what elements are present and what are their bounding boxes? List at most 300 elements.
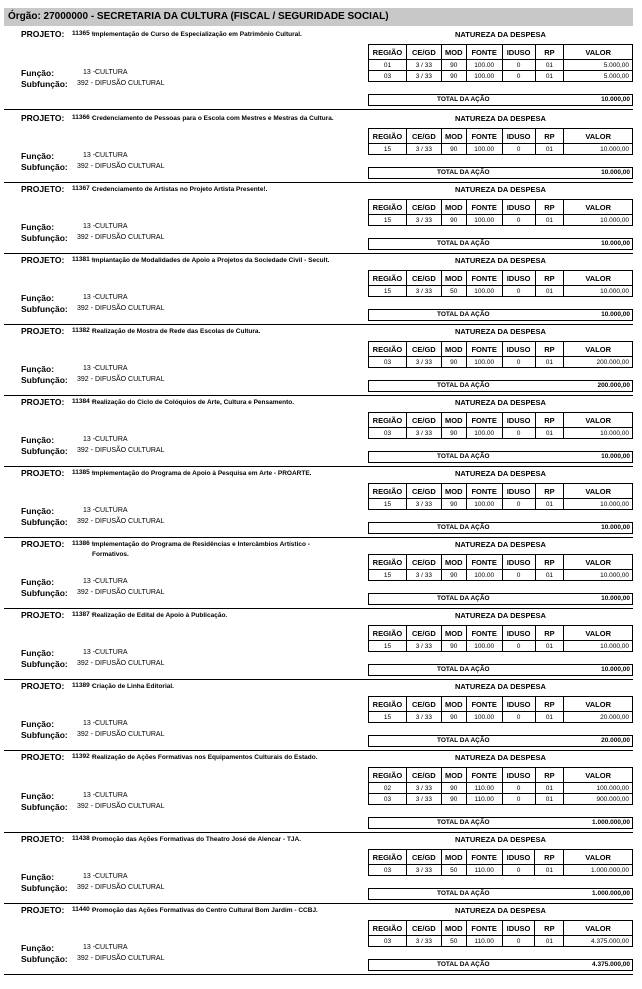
funcao-label: Função: [21, 151, 55, 161]
table-header-row [369, 271, 633, 286]
project-block [4, 467, 633, 538]
total-value: 10.000,00 [601, 453, 630, 460]
table-row [369, 357, 633, 368]
subfuncao-text: DIFUSÃO CULTURAL [95, 163, 165, 170]
column-header: VALOR [564, 342, 633, 357]
funcao-text: CULTURA [95, 649, 128, 656]
column-header: REGIÃO [369, 484, 407, 499]
despesa-table [368, 696, 633, 723]
project-block [4, 680, 633, 751]
column-header: RP [535, 850, 564, 865]
total-value: 4.375.000,00 [592, 961, 630, 968]
table-cell: 0 [502, 794, 535, 805]
table-cell: 15 [369, 144, 407, 155]
projeto-title: Promoção das Ações Formativas do Centro Cultural Bom Jardim - CCBJ. [92, 907, 318, 914]
table-cell: 100.00 [466, 499, 502, 510]
total-row [368, 735, 633, 747]
projeto-title: Implementação de Curso de Especialização em Patrimônio Cultural. [92, 31, 302, 38]
total-label: TOTAL DA AÇÃO [437, 524, 490, 531]
total-value: 10.000,00 [601, 595, 630, 602]
projeto-label: PROJETO: [21, 834, 65, 844]
total-label: TOTAL DA AÇÃO [437, 595, 490, 602]
table-cell: 01 [535, 712, 564, 723]
column-header: MOD [441, 484, 466, 499]
table-cell: 01 [535, 641, 564, 652]
column-header: RP [535, 271, 564, 286]
funcao-text: CULTURA [95, 578, 128, 585]
table-cell: 3 / 33 [406, 60, 441, 71]
subfuncao-code: 392 - [77, 80, 93, 87]
table-cell: 03 [369, 865, 407, 876]
table-cell: 0 [502, 936, 535, 947]
table-cell: 50 [441, 865, 466, 876]
subfuncao-label: Subfunção: [21, 954, 68, 964]
projeto-label: PROJETO: [21, 681, 65, 691]
table-cell: 90 [441, 71, 466, 82]
project-block [4, 833, 633, 904]
table-row [369, 865, 633, 876]
natureza-header: NATUREZA DA DESPESA [455, 682, 546, 691]
total-value: 200.000,00 [597, 382, 630, 389]
funcao-code: 13 - [83, 294, 96, 301]
projeto-title: Criação de Linha Editorial. [92, 683, 174, 690]
column-header: REGIÃO [369, 850, 407, 865]
projeto-label: PROJETO: [21, 184, 65, 194]
total-row [368, 309, 633, 321]
funcao-label: Função: [21, 648, 55, 658]
projeto-code: 11381 - [72, 256, 94, 263]
project-block [4, 904, 633, 975]
table-header-row [369, 200, 633, 215]
project-block [4, 254, 633, 325]
projeto-code: 11438 - [72, 835, 94, 842]
column-header: MOD [441, 697, 466, 712]
projeto-code: 11384 - [72, 398, 94, 405]
projeto-code: 11392 - [72, 753, 94, 760]
funcao-label: Função: [21, 577, 55, 587]
projeto-code: 11382 - [72, 327, 94, 334]
table-header-row [369, 850, 633, 865]
subfuncao-label: Subfunção: [21, 304, 68, 314]
table-cell: 5.000,00 [564, 71, 633, 82]
column-header: CE/GD [406, 921, 441, 936]
natureza-header: NATUREZA DA DESPESA [455, 398, 546, 407]
table-cell: 100.000,00 [564, 783, 633, 794]
table-cell: 50 [441, 286, 466, 297]
column-header: MOD [441, 271, 466, 286]
projeto-title: Credenciamento de Pessoas para o Escola com Mestres e Mestras da Cultura. [92, 115, 334, 122]
column-header: MOD [441, 45, 466, 60]
table-row [369, 144, 633, 155]
projeto-label: PROJETO: [21, 397, 65, 407]
natureza-header: NATUREZA DA DESPESA [455, 753, 546, 762]
table-cell: 01 [535, 144, 564, 155]
projeto-label: PROJETO: [21, 905, 65, 915]
projeto-code: 11440 - [72, 906, 94, 913]
column-header: REGIÃO [369, 200, 407, 215]
table-row [369, 783, 633, 794]
funcao-code: 13 - [83, 792, 96, 799]
table-header-row [369, 555, 633, 570]
column-header: REGIÃO [369, 271, 407, 286]
table-header-row [369, 626, 633, 641]
funcao-label: Função: [21, 791, 55, 801]
table-header-row [369, 484, 633, 499]
column-header: FONTE [466, 271, 502, 286]
column-header: VALOR [564, 484, 633, 499]
table-cell: 3 / 33 [406, 428, 441, 439]
funcao-code: 13 - [83, 69, 96, 76]
funcao-code: 13 - [83, 223, 96, 230]
table-cell: 0 [502, 357, 535, 368]
funcao-text: CULTURA [95, 720, 128, 727]
table-header-row [369, 45, 633, 60]
project-block [4, 396, 633, 467]
table-cell: 50 [441, 936, 466, 947]
funcao-label: Função: [21, 364, 55, 374]
column-header: IDUSO [502, 45, 535, 60]
table-cell: 3 / 33 [406, 712, 441, 723]
projeto-title: Realização de Mostra de Rede das Escolas de Cultura. [92, 328, 261, 335]
subfuncao-label: Subfunção: [21, 233, 68, 243]
table-cell: 0 [502, 641, 535, 652]
table-cell: 110.00 [466, 794, 502, 805]
table-row [369, 499, 633, 510]
column-header: RP [535, 484, 564, 499]
column-header: FONTE [466, 850, 502, 865]
subfuncao-code: 392 - [77, 234, 93, 241]
column-header: CE/GD [406, 768, 441, 783]
table-header-row [369, 768, 633, 783]
total-row [368, 451, 633, 463]
table-cell: 3 / 33 [406, 936, 441, 947]
natureza-header: NATUREZA DA DESPESA [455, 185, 546, 194]
table-cell: 3 / 33 [406, 286, 441, 297]
table-cell: 10.000,00 [564, 499, 633, 510]
column-header: RP [535, 768, 564, 783]
subfuncao-code: 392 - [77, 803, 93, 810]
table-cell: 5.000,00 [564, 60, 633, 71]
despesa-table [368, 199, 633, 226]
table-cell: 01 [535, 783, 564, 794]
table-cell: 10.000,00 [564, 144, 633, 155]
funcao-label: Função: [21, 943, 55, 953]
column-header: IDUSO [502, 850, 535, 865]
projeto-title: Realização do Ciclo de Colóquios de Arte, Cultura e Pensamento. [92, 399, 295, 406]
table-cell: 3 / 33 [406, 570, 441, 581]
table-cell: 110.00 [466, 865, 502, 876]
table-cell: 01 [535, 499, 564, 510]
column-header: MOD [441, 129, 466, 144]
table-cell: 0 [502, 71, 535, 82]
table-cell: 15 [369, 570, 407, 581]
column-header: FONTE [466, 697, 502, 712]
column-header: CE/GD [406, 342, 441, 357]
funcao-label: Função: [21, 222, 55, 232]
table-cell: 03 [369, 357, 407, 368]
table-cell: 900.000,00 [564, 794, 633, 805]
table-cell: 3 / 33 [406, 144, 441, 155]
project-block [4, 751, 633, 833]
column-header: FONTE [466, 200, 502, 215]
projeto-label: PROJETO: [21, 326, 65, 336]
table-cell: 100.00 [466, 570, 502, 581]
funcao-label: Função: [21, 872, 55, 882]
table-cell: 3 / 33 [406, 357, 441, 368]
table-row [369, 71, 633, 82]
column-header: FONTE [466, 129, 502, 144]
despesa-table [368, 849, 633, 876]
subfuncao-code: 392 - [77, 447, 93, 454]
column-header: MOD [441, 413, 466, 428]
despesa-table [368, 270, 633, 297]
column-header: RP [535, 45, 564, 60]
column-header: VALOR [564, 271, 633, 286]
projeto-code: 11367 - [72, 185, 94, 192]
table-cell: 100.00 [466, 286, 502, 297]
column-header: VALOR [564, 555, 633, 570]
column-header: VALOR [564, 850, 633, 865]
table-header-row [369, 697, 633, 712]
projeto-title: Implantação de Modalidades de Apoio a Projetos da Sociedade Civil - Secult. [92, 257, 330, 264]
table-cell: 3 / 33 [406, 783, 441, 794]
subfuncao-code: 392 - [77, 589, 93, 596]
despesa-table [368, 920, 633, 947]
total-row [368, 167, 633, 179]
despesa-table [368, 412, 633, 439]
total-row [368, 593, 633, 605]
projeto-title: Implementação do Programa de Apoio à Pesquisa em Arte - PROARTE. [92, 470, 312, 477]
column-header: VALOR [564, 626, 633, 641]
table-cell: 03 [369, 936, 407, 947]
table-cell: 90 [441, 60, 466, 71]
subfuncao-label: Subfunção: [21, 883, 68, 893]
projeto-title: Realização de Edital de Apoio à Publicação. [92, 612, 228, 619]
total-value: 1.000.000,00 [592, 819, 630, 826]
despesa-table [368, 483, 633, 510]
column-header: MOD [441, 850, 466, 865]
table-cell: 100.00 [466, 60, 502, 71]
table-cell: 3 / 33 [406, 641, 441, 652]
column-header: IDUSO [502, 626, 535, 641]
projeto-title: Implementação do Programa de Residências e Intercâmbios Artístico - Formativos. [92, 541, 310, 558]
total-row [368, 380, 633, 392]
column-header: RP [535, 626, 564, 641]
table-cell: 90 [441, 641, 466, 652]
total-row [368, 817, 633, 829]
total-value: 10.000,00 [601, 240, 630, 247]
table-cell: 0 [502, 215, 535, 226]
total-value: 20.000,00 [601, 737, 630, 744]
column-header: IDUSO [502, 921, 535, 936]
column-header: FONTE [466, 626, 502, 641]
column-header: REGIÃO [369, 45, 407, 60]
column-header: CE/GD [406, 129, 441, 144]
column-header: IDUSO [502, 271, 535, 286]
subfuncao-text: DIFUSÃO CULTURAL [95, 884, 165, 891]
despesa-table [368, 625, 633, 652]
projeto-code: 11387 - [72, 611, 94, 618]
subfuncao-label: Subfunção: [21, 517, 68, 527]
table-cell: 3 / 33 [406, 499, 441, 510]
table-cell: 110.00 [466, 936, 502, 947]
table-cell: 15 [369, 641, 407, 652]
table-row [369, 286, 633, 297]
projeto-label: PROJETO: [21, 29, 65, 39]
column-header: CE/GD [406, 850, 441, 865]
column-header: VALOR [564, 45, 633, 60]
project-block [4, 112, 633, 183]
table-cell: 0 [502, 60, 535, 71]
funcao-code: 13 - [83, 873, 96, 880]
column-header: MOD [441, 555, 466, 570]
projeto-label: PROJETO: [21, 539, 65, 549]
table-cell: 100.00 [466, 641, 502, 652]
table-row [369, 570, 633, 581]
total-label: TOTAL DA AÇÃO [437, 819, 490, 826]
table-cell: 03 [369, 794, 407, 805]
table-cell: 0 [502, 865, 535, 876]
table-cell: 01 [535, 215, 564, 226]
column-header: REGIÃO [369, 768, 407, 783]
projeto-label: PROJETO: [21, 468, 65, 478]
despesa-table [368, 128, 633, 155]
projeto-title: Realização de Ações Formativas nos Equipamentos Culturais do Estado. [92, 754, 318, 761]
column-header: CE/GD [406, 45, 441, 60]
table-row [369, 712, 633, 723]
total-row [368, 888, 633, 900]
table-cell: 01 [535, 71, 564, 82]
column-header: IDUSO [502, 342, 535, 357]
table-cell: 20.000,00 [564, 712, 633, 723]
table-cell: 0 [502, 499, 535, 510]
projeto-code: 11389 - [72, 682, 94, 689]
funcao-label: Função: [21, 719, 55, 729]
column-header: REGIÃO [369, 342, 407, 357]
total-value: 1.000.000,00 [592, 890, 630, 897]
column-header: FONTE [466, 45, 502, 60]
table-cell: 10.000,00 [564, 428, 633, 439]
table-cell: 100.00 [466, 215, 502, 226]
column-header: FONTE [466, 413, 502, 428]
table-cell: 90 [441, 794, 466, 805]
funcao-code: 13 - [83, 152, 96, 159]
natureza-header: NATUREZA DA DESPESA [455, 835, 546, 844]
orgao-header: Órgão: 27000000 - SECRETARIA DA CULTURA (FISCAL / SEGURIDADE SOCIAL) [4, 8, 633, 26]
projeto-title: Promoção das Ações Formativas do Theatro José de Alencar - TJA. [92, 836, 302, 843]
table-cell: 100.00 [466, 712, 502, 723]
block-separator [4, 109, 633, 110]
column-header: REGIÃO [369, 626, 407, 641]
table-cell: 90 [441, 215, 466, 226]
table-cell: 90 [441, 712, 466, 723]
funcao-code: 13 - [83, 944, 96, 951]
total-row [368, 238, 633, 250]
natureza-header: NATUREZA DA DESPESA [455, 256, 546, 265]
subfuncao-code: 392 - [77, 163, 93, 170]
natureza-header: NATUREZA DA DESPESA [455, 611, 546, 620]
subfuncao-label: Subfunção: [21, 79, 68, 89]
total-row [368, 94, 633, 106]
total-label: TOTAL DA AÇÃO [437, 961, 490, 968]
column-header: FONTE [466, 768, 502, 783]
projeto-title: Credenciamento de Artistas no Projeto Artista Presente!. [92, 186, 268, 193]
column-header: MOD [441, 342, 466, 357]
subfuncao-label: Subfunção: [21, 588, 68, 598]
subfuncao-text: DIFUSÃO CULTURAL [95, 518, 165, 525]
table-cell: 3 / 33 [406, 71, 441, 82]
table-cell: 01 [535, 60, 564, 71]
table-cell: 90 [441, 499, 466, 510]
funcao-code: 13 - [83, 720, 96, 727]
column-header: REGIÃO [369, 129, 407, 144]
column-header: FONTE [466, 555, 502, 570]
natureza-header: NATUREZA DA DESPESA [455, 327, 546, 336]
table-header-row [369, 921, 633, 936]
total-row [368, 664, 633, 676]
table-cell: 100.00 [466, 428, 502, 439]
table-cell: 03 [369, 71, 407, 82]
funcao-label: Função: [21, 435, 55, 445]
total-value: 10.000,00 [601, 169, 630, 176]
total-label: TOTAL DA AÇÃO [437, 382, 490, 389]
table-cell: 0 [502, 428, 535, 439]
subfuncao-label: Subfunção: [21, 802, 68, 812]
column-header: RP [535, 413, 564, 428]
column-header: VALOR [564, 921, 633, 936]
total-label: TOTAL DA AÇÃO [437, 890, 490, 897]
subfuncao-code: 392 - [77, 884, 93, 891]
table-cell: 0 [502, 783, 535, 794]
total-row [368, 959, 633, 971]
funcao-code: 13 - [83, 578, 96, 585]
table-header-row [369, 413, 633, 428]
column-header: CE/GD [406, 626, 441, 641]
project-block [4, 538, 633, 609]
funcao-label: Função: [21, 68, 55, 78]
subfuncao-code: 392 - [77, 955, 93, 962]
total-value: 10.000,00 [601, 311, 630, 318]
projeto-label: PROJETO: [21, 255, 65, 265]
table-cell: 01 [535, 794, 564, 805]
table-cell: 10.000,00 [564, 286, 633, 297]
subfuncao-label: Subfunção: [21, 659, 68, 669]
subfuncao-label: Subfunção: [21, 446, 68, 456]
despesa-table [368, 767, 633, 805]
column-header: IDUSO [502, 555, 535, 570]
column-header: MOD [441, 921, 466, 936]
total-label: TOTAL DA AÇÃO [437, 737, 490, 744]
column-header: RP [535, 697, 564, 712]
column-header: REGIÃO [369, 921, 407, 936]
total-label: TOTAL DA AÇÃO [437, 666, 490, 673]
column-header: VALOR [564, 129, 633, 144]
subfuncao-text: DIFUSÃO CULTURAL [95, 803, 165, 810]
column-header: RP [535, 555, 564, 570]
total-label: TOTAL DA AÇÃO [437, 240, 490, 247]
column-header: VALOR [564, 200, 633, 215]
subfuncao-text: DIFUSÃO CULTURAL [95, 80, 165, 87]
funcao-text: CULTURA [95, 944, 128, 951]
table-cell: 100.00 [466, 144, 502, 155]
subfuncao-label: Subfunção: [21, 162, 68, 172]
despesa-table [368, 341, 633, 368]
table-row [369, 215, 633, 226]
block-separator [4, 974, 633, 975]
funcao-text: CULTURA [95, 294, 128, 301]
table-header-row [369, 129, 633, 144]
subfuncao-label: Subfunção: [21, 730, 68, 740]
